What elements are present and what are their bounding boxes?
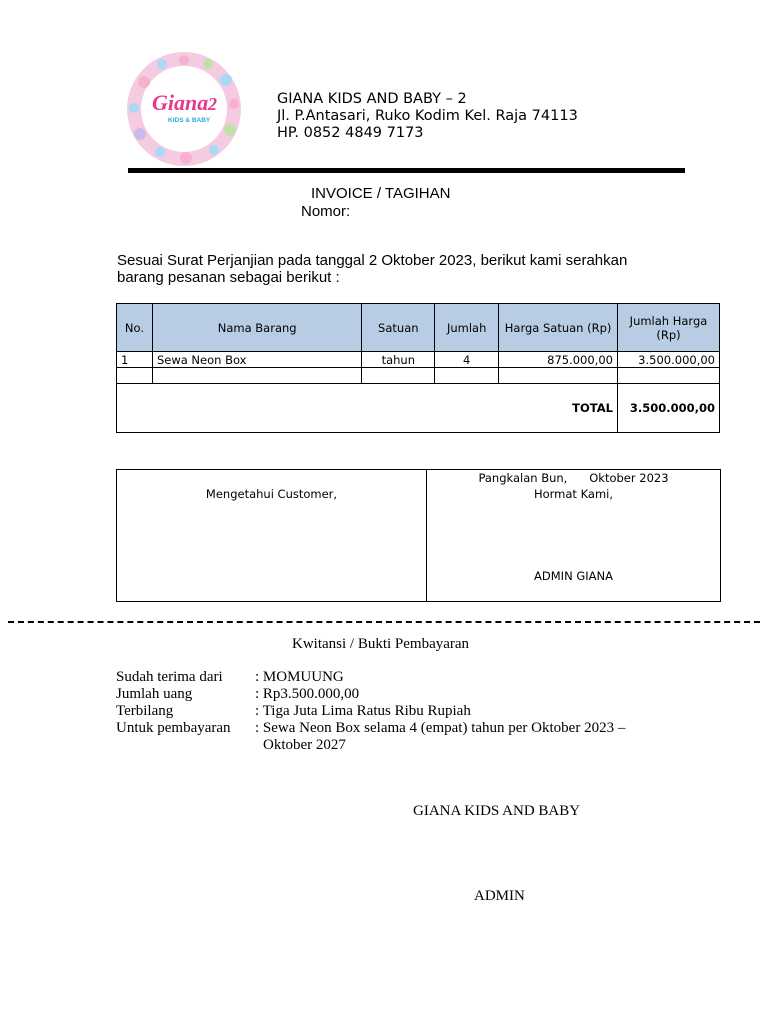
place-date: Pangkalan Bun, Oktober 2023 [478,471,669,485]
logo-text-sub: KIDS & BABY [168,117,211,124]
receipt-signer: ADMIN [474,888,525,904]
header-jumlah-harga-line2: (Rp) [656,327,681,342]
receipt-value-purpose: : Sewa Neon Box selama 4 (empat) tahun per Oktober 2023 – [255,720,626,736]
table-total-row [117,384,720,433]
header-jumlah-harga-line1: Jumlah Harga [629,313,708,328]
receipt-value-received-from: : MOMUUNG [255,669,344,685]
logo-text-main: Giana [152,90,209,115]
logo-text-number: 2 [208,94,217,114]
receipt-label-purpose: Untuk pembayaran [116,720,231,736]
intro-line-1: Sesuai Surat Perjanjian pada tanggal 2 Oktober 2023, berikut kami serahkan [117,252,628,269]
header-jumlah-harga [617,304,719,352]
table-row [117,352,720,368]
receipt-label-amount: Jumlah uang [116,686,193,702]
total-label: TOTAL [117,384,618,433]
table-header-row [117,304,720,352]
receipt-value-in-words: : Tiga Juta Lima Ratus Ribu Rupiah [255,703,471,719]
header-satuan: Satuan [362,304,435,352]
signature-customer [117,470,427,601]
signature-admin [427,470,720,601]
signature-box [116,469,721,602]
cell-jumlah: 4 [435,352,499,368]
header-divider [128,168,685,173]
cell-jumlah-harga: 3.500.000,00 [617,352,719,368]
company-address: Jl. P.Antasari, Ruko Kodim Kel. Raja 74113 [277,108,578,124]
table-row-empty [117,368,720,384]
total-value: 3.500.000,00 [617,384,719,433]
cut-line [8,621,760,623]
cell-harga-satuan: 875.000,00 [499,352,618,368]
cell-satuan: tahun [362,352,435,368]
header-nama-barang: Nama Barang [152,304,361,352]
receipt-row [116,720,676,756]
invoice-intro [117,252,677,286]
admin-signer: ADMIN GIANA [534,569,613,583]
receipt-label-received-from: Sudah terima dari [116,669,223,685]
receipt-company: GIANA KIDS AND BABY [413,803,581,819]
cell-no: 1 [117,352,153,368]
receipt-value-purpose-cont: Oktober 2027 [263,737,346,753]
company-info [277,91,578,142]
items-table [116,303,720,433]
header-jumlah: Jumlah [435,304,499,352]
receipt-title: Kwitansi / Bukti Pembayaran [292,636,470,652]
header-no: No. [117,304,153,352]
company-logo [122,52,246,166]
customer-label: Mengetahui Customer, [205,487,338,501]
invoice-title: INVOICE / TAGIHAN [311,185,451,202]
cell-nama-barang: Sewa Neon Box [152,352,361,368]
intro-line-2: barang pesanan sebagai berikut : [117,269,340,286]
receipt-value-amount: : Rp3.500.000,00 [255,686,360,702]
invoice-number-label: Nomor: [301,203,351,220]
company-phone: HP. 0852 4849 7173 [277,125,424,141]
regards-label: Hormat Kami, [533,487,614,501]
receipt-label-in-words: Terbilang [116,703,174,719]
company-name: GIANA KIDS AND BABY – 2 [277,91,467,107]
header-harga-satuan: Harga Satuan (Rp) [499,304,618,352]
